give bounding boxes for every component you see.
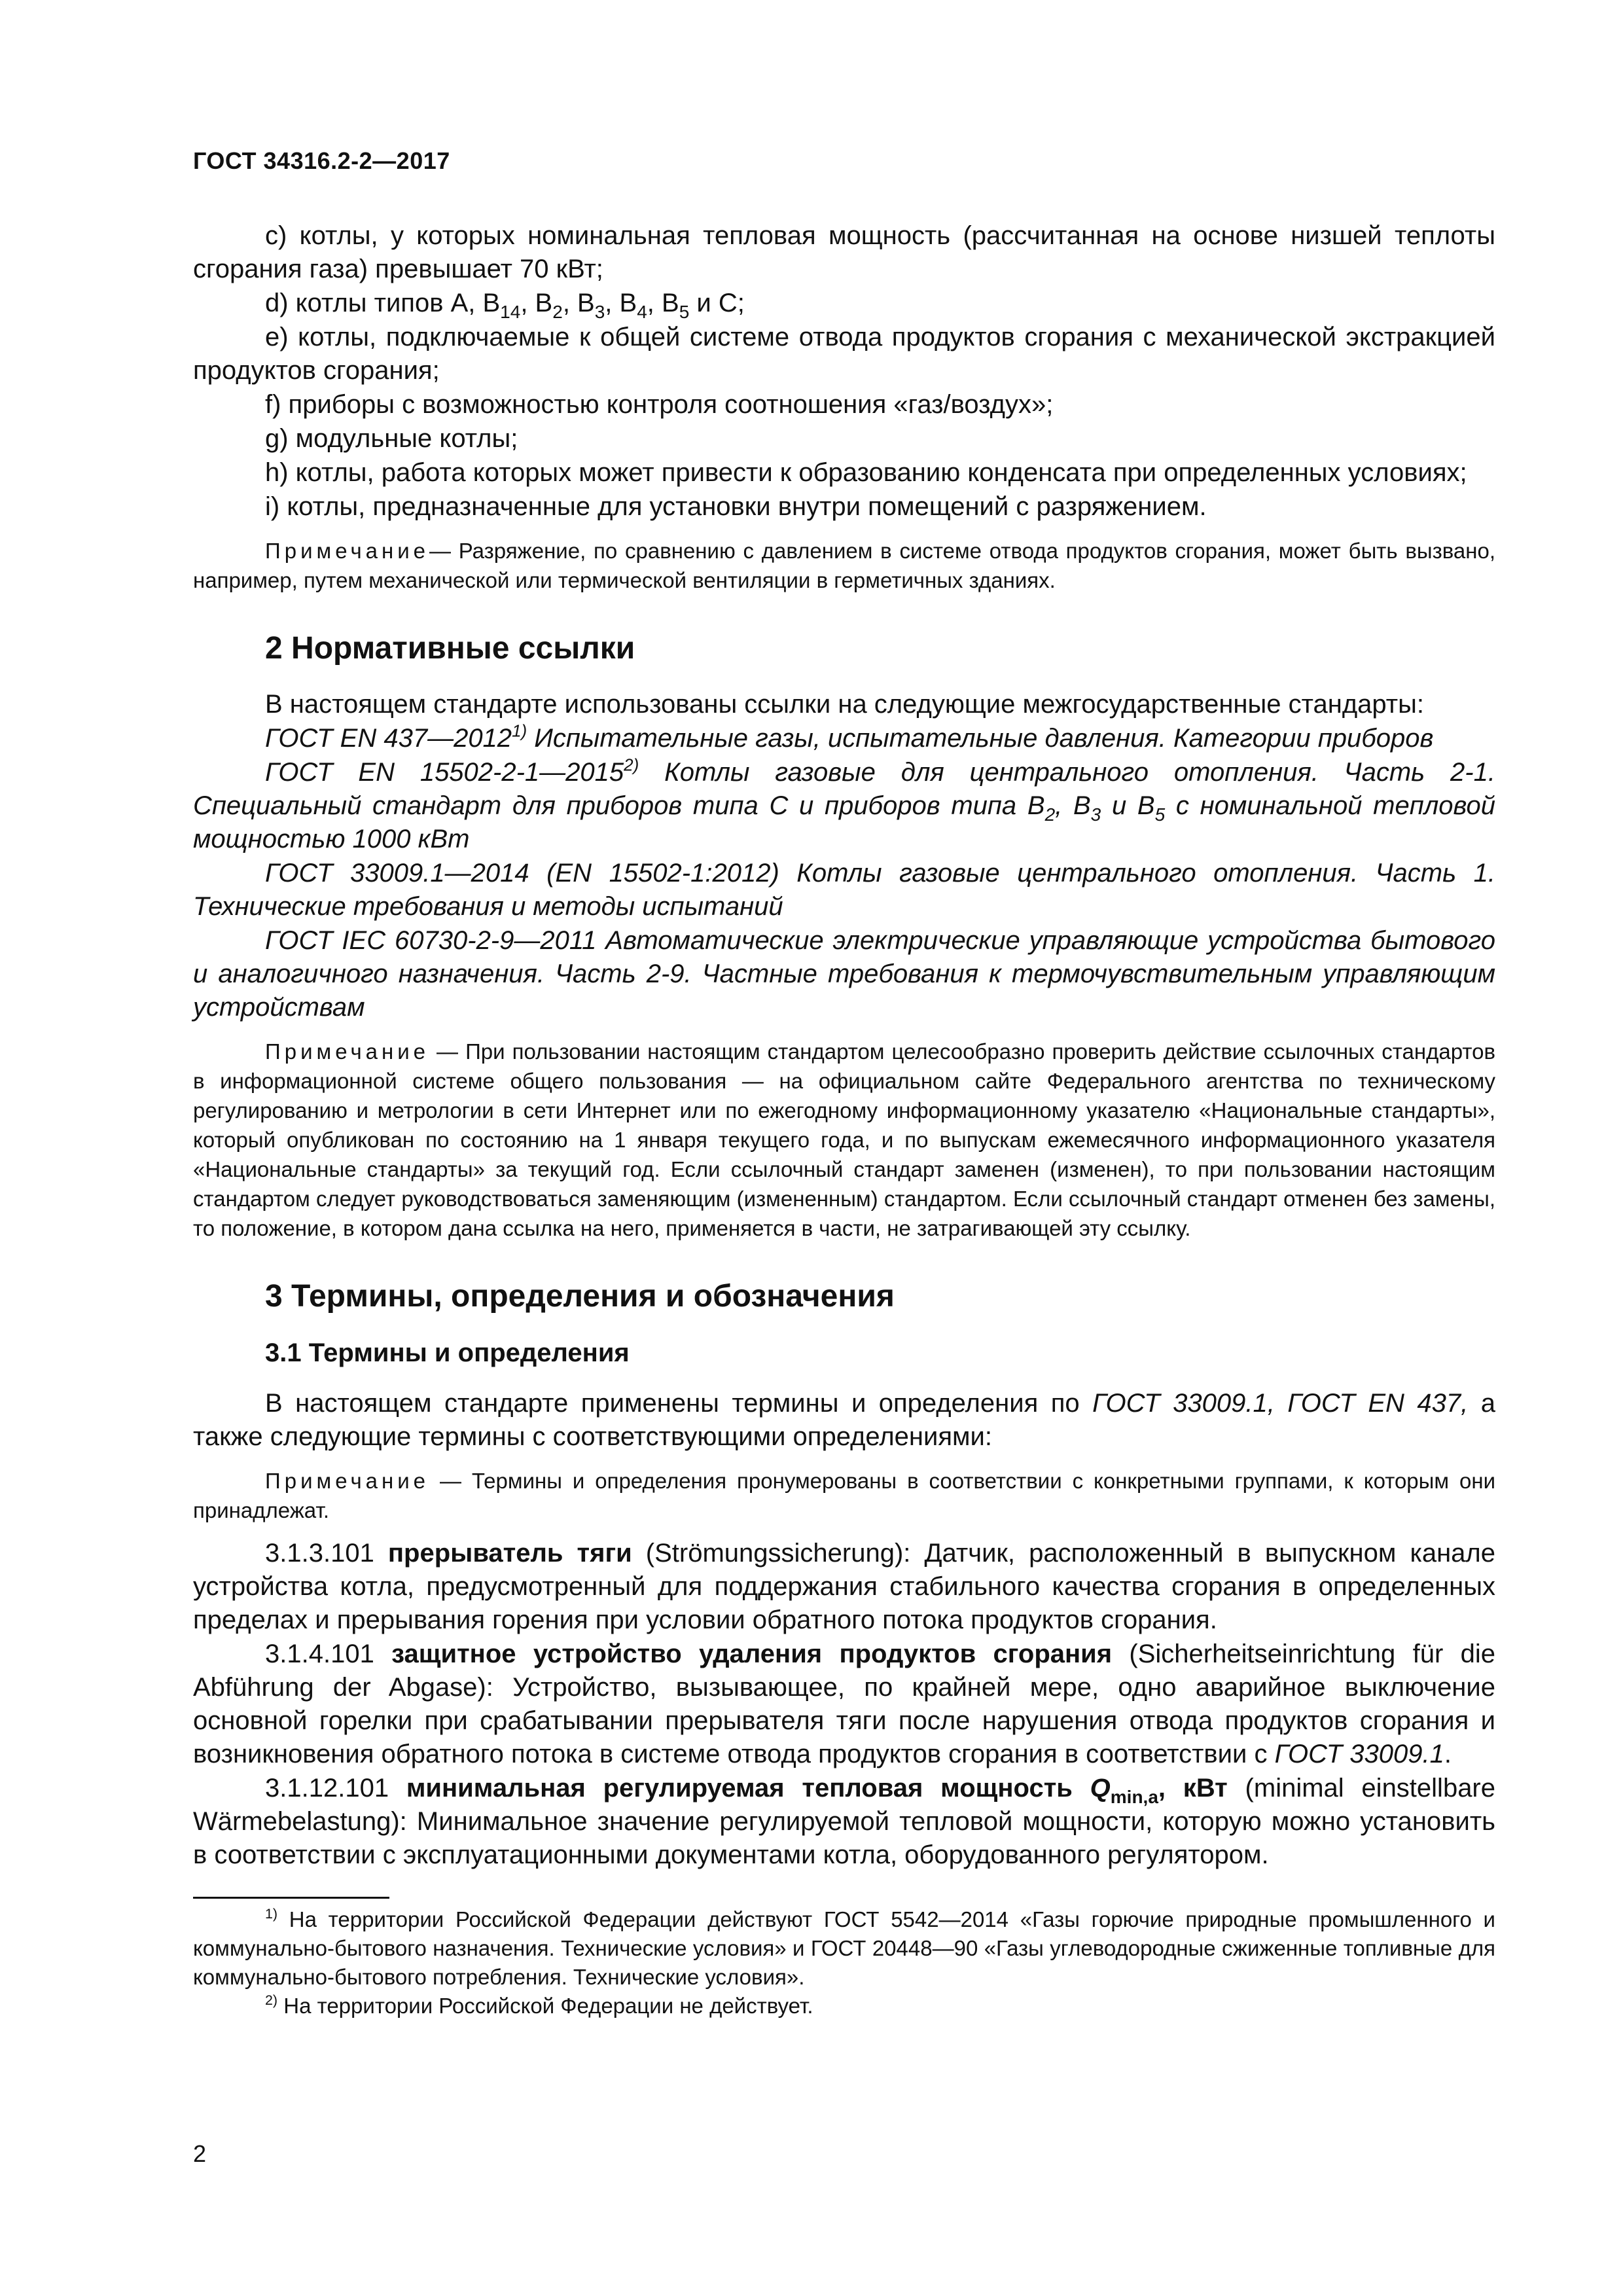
- list-item-c: c) котлы, у которых номинальная тепловая мощность (рассчитанная на основе низшей теплоты сгорания газа) превышает 70 кВт;: [193, 221, 1495, 283]
- list-item-e: е) котлы, подключаемые к общей системе отвода продуктов сгорания с механической экстракцией продуктов сгорания;: [193, 323, 1495, 385]
- reference-2: ГОСТ EN 15502-2-1—2015$^{2)}$ Котлы газовые для центрального отопления. Часть 2-1. Специальный стандарт для приборов типа С и приборов типа $В_2$, $В_3$ и $В_5$ с номинальной тепловой мощностью 1000 кВт: [193, 755, 1496, 853]
- section-3-intro: В настоящем стандарте применены термины и определения по ГОСТ 33009.1, ГОСТ EN 437, а также следующие термины с соответствующими определениями:: [193, 1389, 1495, 1451]
- note-label: Примечание: [265, 1469, 430, 1493]
- reference-3: ГОСТ 33009.1—2014 (EN 15502-1:2012) Котлы газовые центрального отопления. Часть 1. Технические требования и методы испытаний: [193, 859, 1495, 921]
- note-2: Примечание — При пользовании настоящим стандартом целесообразно проверить действие ссылочных стандартов в информационной системе общего пользования — на официальном сайте Федерального агентства по техническому регулированию и метрологии в сети Интернет или по ежегодному информационному указателю «Национальные стандарты», который опубликован по состоянию на 1 января текущего года, и по выпускам ежемесячного информационного указателя «Национальные стандарты» за текущий год. Если ссылочный стандарт заменен (изменен), то при пользовании настоящим стандартом следует руководствоваться заменяющим (измененным) стандартом. Если ссылочный стандарт отменен без замены, то положение, в котором дана ссылка на него, применяется в части, не затрагивающей эту ссылку.: [193, 1039, 1495, 1240]
- list-item-f: f) приборы с возможностью контроля соотношения «газ/воздух»;: [265, 390, 1054, 419]
- page-body: [193, 219, 1495, 2020]
- note-label: Примечание: [265, 539, 430, 563]
- note-label: Примечание: [265, 1039, 430, 1064]
- subsection-3-1-title: 3.1 Термины и определения: [265, 1338, 630, 1367]
- footnote-2: $^{2)}$ На территории Российской Федерации не действует.: [265, 1992, 813, 2018]
- page-header: ГОСТ 34316.2-2—2017: [193, 147, 450, 174]
- section-2-title: 2 Нормативные ссылки: [265, 631, 635, 666]
- note-3: Примечание — Термины и определения пронумерованы в соответствии с конкретными группами, к которым они принадлежат.: [193, 1469, 1495, 1522]
- footnote-divider: [193, 1897, 389, 1899]
- term-3-1-4-101: 3.1.4.101 защитное устройство удаления продуктов сгорания (Sicherheitseinrichtung für die Abführung der Abgase): Устройство, вызывающее, по крайней мере, одно аварийное выключение основной горелки при срабатывании прерывателя тяги после нарушения отвода продуктов сгорания и возникновения обратного потока в системе отвода продуктов сгорания в соответствии с ГОСТ 33009.1.: [193, 1640, 1495, 1768]
- list-item-i: i) котлы, предназначенные для установки внутри помещений с разряжением.: [265, 492, 1207, 521]
- section-3-title: 3 Термины, определения и обозначения: [265, 1279, 895, 1314]
- list-item-h: h) котлы, работа которых может привести к образованию конденсата при определенных условиях;: [265, 458, 1467, 487]
- footnote-1: $^{1)}$ На территории Российской Федерации действуют ГОСТ 5542—2014 «Газы горючие природные промышленного и коммунально-бытового назначения. Технические условия» и ГОСТ 20448—90 «Газы углеводородные сжиженные топливные для коммунально-бытового потребления. Технические условия».: [193, 1906, 1495, 1989]
- reference-4: ГОСТ IEC 60730-2-9—2011 Автоматические электрические управляющие устройства бытового и аналогичного назначения. Часть 2-9. Частные требования к термочувствительным управляющим устройствам: [193, 926, 1495, 1022]
- term-3-1-12-101: 3.1.12.101 минимальная регулируемая тепловая мощность $Q_{min,a}$, кВт (minimal einstellbare Wärmebelastung): Минимальное значение регулируемой тепловой мощности, которую можно установить в соответствии с эксплуатационными документами котла, оборудованного регулятором.: [193, 1774, 1495, 1869]
- list-item-g: g) модульные котлы;: [265, 424, 518, 453]
- section-2-intro: В настоящем стандарте использованы ссылки на следующие межгосударственные стандарты:: [265, 690, 1424, 719]
- list-item-d: d) котлы типов А, $В_{14}$, $В_2$, $В_3$, $В_4$, $В_5$ и С;: [265, 289, 745, 322]
- note-1: Примечание— Разряжение, по сравнению с давлением в системе отвода продуктов сгорания, может быть вызвано, например, путем механической или термической вентиляции в герметичных зданиях.: [193, 539, 1495, 592]
- page-number: 2: [193, 2140, 207, 2167]
- reference-1: ГОСТ EN 437—2012$^{1)}$ Испытательные газы, испытательные давления. Категории приборов: [265, 721, 1434, 753]
- term-3-1-3-101: 3.1.3.101 прерыватель тяги (Strömungssicherung): Датчик, расположенный в выпускном канале устройства котла, предусмотренный для поддержания стабильного качества сгорания в определенных пределах и прерывания горения при условии обратного потока продуктов сгорания.: [193, 1539, 1496, 1634]
